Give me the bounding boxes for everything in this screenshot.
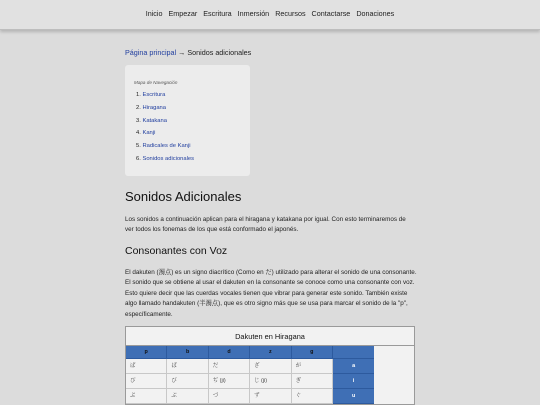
sitemap-link[interactable]: Escritura <box>142 92 166 98</box>
nav-inmersion[interactable]: Inmersión <box>237 9 270 18</box>
sitemap-item-number: 3. <box>136 117 141 124</box>
column-header: z <box>250 346 291 359</box>
nav-escritura[interactable]: Escritura <box>203 9 232 18</box>
table-cell: び <box>167 374 208 389</box>
table-cell: ず <box>250 389 291 404</box>
table-cell: ぎ <box>292 374 333 389</box>
dakuten-table <box>125 326 415 405</box>
sitemap-item-number: 5. <box>136 143 141 150</box>
sitemap-link[interactable]: Radicales de Kanji <box>142 143 191 150</box>
table-cell: だ <box>209 359 250 374</box>
table-cell: ぐ <box>292 389 333 404</box>
table-caption: Dakuten en Hiragana <box>126 327 414 346</box>
sitemap-item-hiragana <box>136 105 194 118</box>
nav-contactarse[interactable]: Contactarse <box>311 9 351 18</box>
page-title: Sonidos Adicionales <box>125 189 242 204</box>
table-cell: ぶ <box>167 389 208 404</box>
sitemap-item-escritura <box>136 92 194 105</box>
sitemap-item-sonidos <box>136 156 194 169</box>
column-header: g <box>292 346 333 359</box>
section-paragraph: El dakuten (濁点) es un signo diacrítico (Como en だ) utilizado para alterar el sonido de una consonante. El sonido que se obtiene al usar el dakuten en la consonante se conoce como una consonante con voz. Esto quiere decir que las cuerdas vocales tienen que vibrar para generar este sonido. También existe algo llamado handakuten (半濁点), que es otro signo más que se usa para marcar el sonido de la "p", específicamente. <box>125 269 417 318</box>
sitemap-item-number: 1. <box>136 92 141 98</box>
section-title: Consonantes con Voz <box>125 245 228 257</box>
sitemap-item-number: 6. <box>136 155 141 162</box>
nav-inicio[interactable]: Inicio <box>145 9 163 18</box>
table-row <box>126 374 414 389</box>
vowel-cell: a <box>333 359 374 374</box>
sitemap-item-kanji <box>136 130 194 143</box>
table-cell: づ <box>209 389 250 404</box>
sitemap-link[interactable]: Kanji <box>142 130 156 137</box>
vowel-cell: i <box>333 374 374 389</box>
table-cell: ば <box>167 359 208 374</box>
nav-donaciones[interactable]: Donaciones <box>356 9 395 18</box>
table-cell: ぱ <box>126 359 167 374</box>
table-cell: が <box>292 359 333 374</box>
table-cell: ぢ (ji) <box>209 374 250 389</box>
breadcrumb-home-link[interactable]: Página principal <box>125 48 177 57</box>
column-header: p <box>126 346 167 359</box>
nav-recursos[interactable]: Recursos <box>275 9 306 18</box>
table-cell: じ (ji) <box>250 374 291 389</box>
sitemap-link[interactable]: Hiragana <box>142 104 166 111</box>
table-header-row <box>126 346 414 359</box>
sitemap-list <box>136 92 194 169</box>
top-navigation-bar <box>0 0 540 30</box>
column-header: d <box>209 346 250 359</box>
breadcrumb-current: Sonidos adicionales <box>187 48 252 57</box>
sitemap-item-radicales <box>136 143 194 156</box>
nav-empezar[interactable]: Empezar <box>168 9 198 18</box>
column-header: b <box>167 346 208 359</box>
sitemap-title: Mapa de Navegación <box>134 80 178 85</box>
breadcrumb <box>125 48 251 57</box>
sitemap-link[interactable]: Katakana <box>142 117 167 124</box>
sitemap-item-katakana <box>136 118 194 131</box>
table-cell: ぴ <box>126 374 167 389</box>
sitemap-item-number: 2. <box>136 104 141 111</box>
main-menu <box>0 9 540 18</box>
column-header <box>333 346 374 359</box>
table-cell: ぷ <box>126 389 167 404</box>
table-cell: ざ <box>250 359 291 374</box>
sitemap-item-number: 4. <box>136 130 141 137</box>
table-row <box>126 389 414 404</box>
sitemap-box <box>125 65 250 176</box>
table-row <box>126 359 414 374</box>
breadcrumb-separator: → <box>176 48 188 57</box>
vowel-cell: u <box>333 389 374 404</box>
sitemap-link[interactable]: Sonidos adicionales <box>142 155 195 162</box>
intro-paragraph: Los sonidos a continuación aplican para el hiragana y katakana por igual. Con esto terminaremos de ver todos los fonemas de los que está conformado el japonés. <box>125 216 406 233</box>
